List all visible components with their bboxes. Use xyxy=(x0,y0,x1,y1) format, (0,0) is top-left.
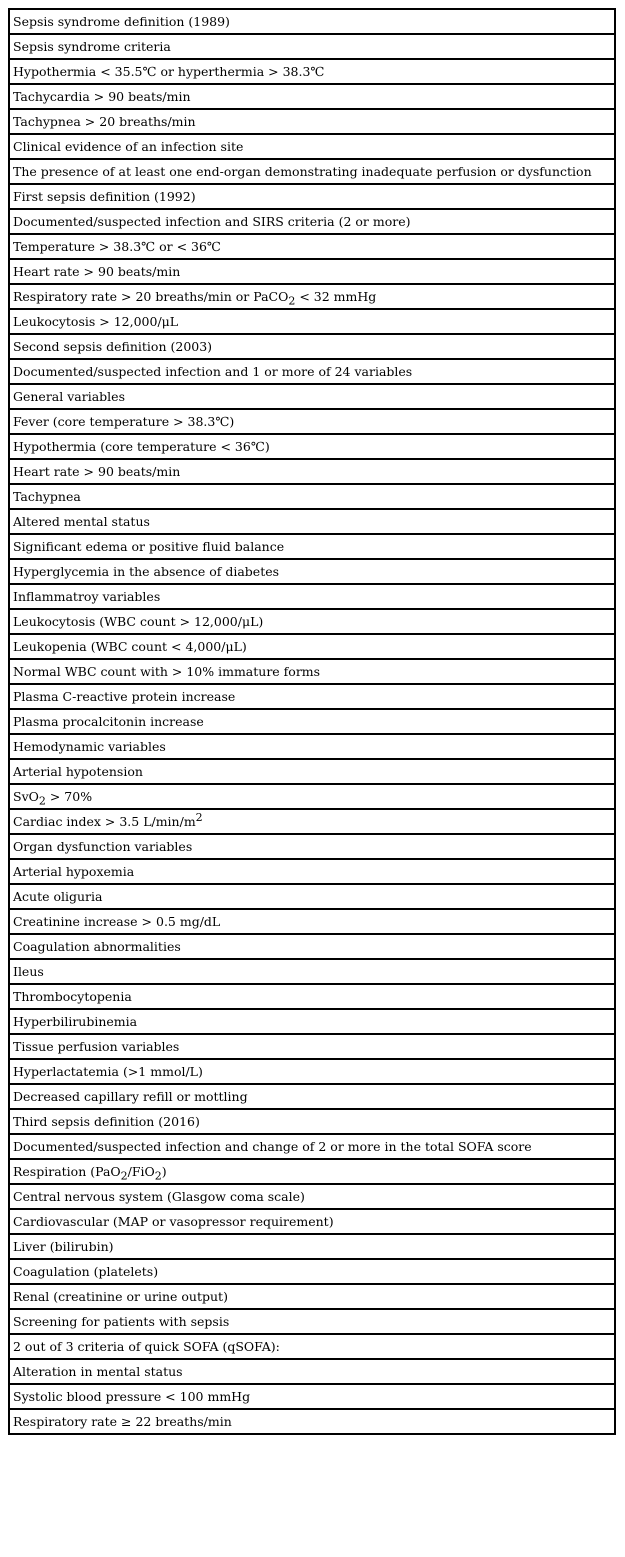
table-row xyxy=(9,1159,615,1184)
table-cell: Plasma C-reactive protein increase xyxy=(9,684,615,709)
table-cell: Fever (core temperature > 38.3℃) xyxy=(9,409,615,434)
table-cell: The presence of at least one end-organ demonstrating inadequate perfusion or dysfunction xyxy=(9,159,615,184)
table-cell: Clinical evidence of an infection site xyxy=(9,134,615,159)
table-cell: Normal WBC count with > 10% immature forms xyxy=(9,659,615,684)
table-row xyxy=(9,859,615,884)
table-row xyxy=(9,1209,615,1234)
table-cell: Sepsis syndrome criteria xyxy=(9,34,615,59)
table-row xyxy=(9,709,615,734)
table-cell: Arterial hypoxemia xyxy=(9,859,615,884)
table-cell: Plasma procalcitonin increase xyxy=(9,709,615,734)
table-row xyxy=(9,534,615,559)
table-cell: Systolic blood pressure < 100 mmHg xyxy=(9,1384,615,1409)
table-row xyxy=(9,1384,615,1409)
table-row xyxy=(9,634,615,659)
table-cell: Renal (creatinine or urine output) xyxy=(9,1284,615,1309)
sepsis-definitions-table xyxy=(8,8,616,1435)
table-row xyxy=(9,259,615,284)
table-row xyxy=(9,1409,615,1434)
table-row xyxy=(9,184,615,209)
table-row xyxy=(9,1009,615,1034)
table-cell: Second sepsis definition (2003) xyxy=(9,334,615,359)
table-row xyxy=(9,1109,615,1134)
table-cell: Temperature > 38.3℃ or < 36℃ xyxy=(9,234,615,259)
table-row xyxy=(9,1234,615,1259)
table-cell: Hypothermia (core temperature < 36℃) xyxy=(9,434,615,459)
table-cell: Central nervous system (Glasgow coma scale) xyxy=(9,1184,615,1209)
table-row xyxy=(9,59,615,84)
table-cell: Altered mental status xyxy=(9,509,615,534)
table-row xyxy=(9,134,615,159)
table-row xyxy=(9,34,615,59)
table-cell: Hemodynamic variables xyxy=(9,734,615,759)
table-row xyxy=(9,384,615,409)
table-cell: Documented/suspected infection and 1 or more of 24 variables xyxy=(9,359,615,384)
table-row xyxy=(9,559,615,584)
table-cell: SvO$_2$ > 70% xyxy=(9,784,615,809)
table-cell: Hyperlactatemia (>1 mmol/L) xyxy=(9,1059,615,1084)
table-row xyxy=(9,509,615,534)
table-row xyxy=(9,434,615,459)
table-row xyxy=(9,1034,615,1059)
table-cell: Leukocytosis (WBC count > 12,000/μL) xyxy=(9,609,615,634)
table-row xyxy=(9,759,615,784)
table-cell: Tachypnea > 20 breaths/min xyxy=(9,109,615,134)
table-body xyxy=(9,9,615,1434)
table-cell: Liver (bilirubin) xyxy=(9,1234,615,1259)
table-cell: Respiratory rate ≥ 22 breaths/min xyxy=(9,1409,615,1434)
table-cell: Arterial hypotension xyxy=(9,759,615,784)
table-row xyxy=(9,1134,615,1159)
table-row xyxy=(9,159,615,184)
table-cell: Creatinine increase > 0.5 mg/dL xyxy=(9,909,615,934)
table-row xyxy=(9,284,615,309)
table-row xyxy=(9,884,615,909)
table-cell: Screening for patients with sepsis xyxy=(9,1309,615,1334)
table-row xyxy=(9,1184,615,1209)
table-cell: Respiration (PaO$_2$/FiO$_2$) xyxy=(9,1159,615,1184)
table-cell: Hypothermia < 35.5℃ or hyperthermia > 38.3℃ xyxy=(9,59,615,84)
table-cell: Tachypnea xyxy=(9,484,615,509)
table-row xyxy=(9,734,615,759)
table-cell: Inflammatroy variables xyxy=(9,584,615,609)
table-row xyxy=(9,209,615,234)
table-row xyxy=(9,1284,615,1309)
table-row xyxy=(9,9,615,34)
table-cell: Tissue perfusion variables xyxy=(9,1034,615,1059)
table-cell: General variables xyxy=(9,384,615,409)
table-cell: Cardiac index > 3.5 $L/\min/m^2$ xyxy=(9,809,615,834)
table-cell: Thrombocytopenia xyxy=(9,984,615,1009)
table-cell: Cardiovascular (MAP or vasopressor requirement) xyxy=(9,1209,615,1234)
table-row xyxy=(9,834,615,859)
table-cell: First sepsis definition (1992) xyxy=(9,184,615,209)
table-row xyxy=(9,84,615,109)
table-cell: Heart rate > 90 beats/min xyxy=(9,259,615,284)
table-cell: Documented/suspected infection and change of 2 or more in the total SOFA score xyxy=(9,1134,615,1159)
table-row xyxy=(9,359,615,384)
table-cell: Tachycardia > 90 beats/min xyxy=(9,84,615,109)
table-row xyxy=(9,609,615,634)
table-cell: Alteration in mental status xyxy=(9,1359,615,1384)
table-row xyxy=(9,784,615,809)
table-cell: Significant edema or positive fluid balance xyxy=(9,534,615,559)
table-cell: Hyperbilirubinemia xyxy=(9,1009,615,1034)
table-row xyxy=(9,1359,615,1384)
table-row xyxy=(9,584,615,609)
table-row xyxy=(9,109,615,134)
table-cell: Acute oliguria xyxy=(9,884,615,909)
table-cell: Decreased capillary refill or mottling xyxy=(9,1084,615,1109)
table-cell: Coagulation (platelets) xyxy=(9,1259,615,1284)
table-row xyxy=(9,1334,615,1359)
table-cell: Leukocytosis > 12,000/μL xyxy=(9,309,615,334)
table-row xyxy=(9,1309,615,1334)
table-cell: 2 out of 3 criteria of quick SOFA (qSOFA): xyxy=(9,1334,615,1359)
table-cell: Third sepsis definition (2016) xyxy=(9,1109,615,1134)
table-row xyxy=(9,1059,615,1084)
table-cell: Ileus xyxy=(9,959,615,984)
table-cell: Heart rate > 90 beats/min xyxy=(9,459,615,484)
table-cell: Organ dysfunction variables xyxy=(9,834,615,859)
table-cell: Leukopenia (WBC count < 4,000/μL) xyxy=(9,634,615,659)
table-row xyxy=(9,459,615,484)
table-row xyxy=(9,309,615,334)
table-row xyxy=(9,234,615,259)
table-cell: Sepsis syndrome definition (1989) xyxy=(9,9,615,34)
table-cell: Respiratory rate > 20 breaths/min or PaCO$_2$ < 32 mmHg xyxy=(9,284,615,309)
table-row xyxy=(9,934,615,959)
table-row xyxy=(9,984,615,1009)
table-row xyxy=(9,1259,615,1284)
table-row xyxy=(9,1084,615,1109)
table-row xyxy=(9,909,615,934)
table-row xyxy=(9,484,615,509)
table-row xyxy=(9,684,615,709)
table-row xyxy=(9,809,615,834)
table-row xyxy=(9,409,615,434)
table-cell: Coagulation abnormalities xyxy=(9,934,615,959)
table-cell: Documented/suspected infection and SIRS criteria (2 or more) xyxy=(9,209,615,234)
table-row xyxy=(9,659,615,684)
table-row xyxy=(9,334,615,359)
table-row xyxy=(9,959,615,984)
table-cell: Hyperglycemia in the absence of diabetes xyxy=(9,559,615,584)
